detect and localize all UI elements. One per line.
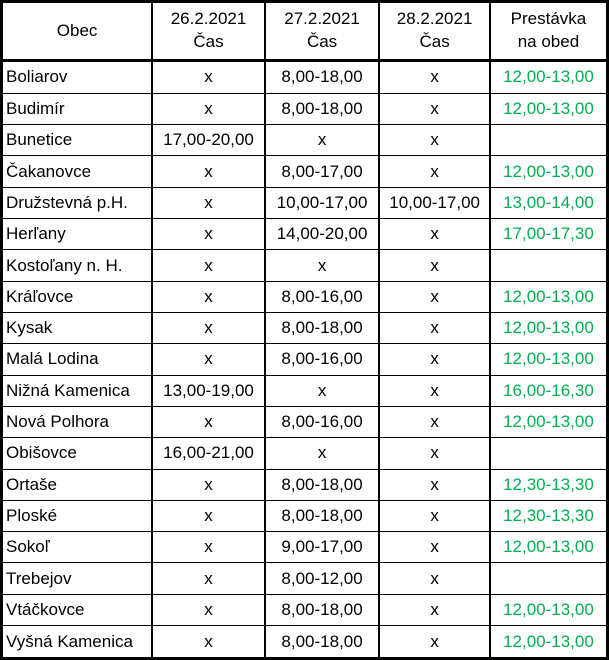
table-row	[2, 500, 608, 531]
time-27-cell: 10,00-17,00	[265, 187, 380, 218]
time-28-cell: x	[379, 250, 490, 281]
time-26-cell: x	[152, 500, 265, 531]
time-26-cell: x	[152, 594, 265, 625]
lunch-break-cell: 13,00-14,00	[490, 187, 608, 218]
time-27-cell: 8,00-18,00	[265, 312, 380, 343]
lunch-break-cell	[490, 563, 608, 594]
time-26-cell: 17,00-20,00	[152, 125, 265, 156]
municipality-name-cell: Sokoľ	[2, 532, 153, 563]
time-26-cell: x	[152, 469, 265, 500]
column-header-lunch-break	[490, 2, 608, 61]
time-27-cell: 8,00-12,00	[265, 563, 380, 594]
time-26-cell: x	[152, 406, 265, 437]
municipality-name-cell: Družstevná p.H.	[2, 187, 153, 218]
time-27-cell: 14,00-20,00	[265, 219, 380, 250]
table-row	[2, 219, 608, 250]
time-26-cell: x	[152, 344, 265, 375]
time-28-cell: x	[379, 219, 490, 250]
time-28-cell: 10,00-17,00	[379, 187, 490, 218]
lunch-break-cell: 12,00-13,00	[490, 156, 608, 187]
lunch-break-cell: 12,00-13,00	[490, 281, 608, 312]
time-28-cell: x	[379, 563, 490, 594]
municipality-name-cell: Budimír	[2, 93, 153, 124]
time-28-cell: x	[379, 125, 490, 156]
time-26-cell: 13,00-19,00	[152, 375, 265, 406]
lunch-break-cell: 12,00-13,00	[490, 594, 608, 625]
municipality-name-cell: Kráľovce	[2, 281, 153, 312]
table-row	[2, 594, 608, 625]
time-26-cell: x	[152, 250, 265, 281]
table-row	[2, 375, 608, 406]
municipality-name-cell: Malá Lodina	[2, 344, 153, 375]
time-26-cell: x	[152, 626, 265, 659]
column-header-date-26-cas: Čas	[193, 32, 224, 51]
time-27-cell: 8,00-18,00	[265, 626, 380, 659]
lunch-break-cell: 12,30-13,30	[490, 469, 608, 500]
table-body	[2, 61, 608, 659]
table-row	[2, 312, 608, 343]
lunch-break-cell: 12,30-13,30	[490, 500, 608, 531]
table-row	[2, 469, 608, 500]
lunch-break-cell	[490, 438, 608, 469]
time-26-cell: x	[152, 156, 265, 187]
lunch-break-cell: 12,00-13,00	[490, 312, 608, 343]
time-28-cell: x	[379, 438, 490, 469]
municipality-name-cell: Obišovce	[2, 438, 153, 469]
lunch-break-cell	[490, 125, 608, 156]
municipality-name-cell: Boliarov	[2, 61, 153, 94]
time-28-cell: x	[379, 626, 490, 659]
column-header-date-28-date: 28.2.2021	[396, 9, 473, 29]
municipality-name-cell: Kysak	[2, 312, 153, 343]
table-row	[2, 187, 608, 218]
time-27-cell: 8,00-18,00	[265, 500, 380, 531]
column-header-date-28-cas: Čas	[419, 32, 450, 51]
time-27-cell: 8,00-18,00	[265, 61, 380, 94]
time-27-cell: 9,00-17,00	[265, 532, 380, 563]
column-header-lunch-line2: na obed	[517, 32, 580, 51]
municipality-name-cell: Vyšná Kamenica	[2, 626, 153, 659]
table-row	[2, 563, 608, 594]
time-28-cell: x	[379, 469, 490, 500]
column-header-date-27-cas: Čas	[306, 32, 338, 51]
lunch-break-cell: 16,00-16,30	[490, 375, 608, 406]
time-26-cell: x	[152, 312, 265, 343]
time-28-cell: x	[379, 344, 490, 375]
lunch-break-cell: 12,00-13,00	[490, 532, 608, 563]
column-header-date-26-date: 26.2.2021	[170, 9, 247, 29]
municipality-name-cell: Trebejov	[2, 563, 153, 594]
column-header-date-26	[152, 2, 265, 61]
time-27-cell: x	[265, 250, 380, 281]
time-28-cell: x	[379, 500, 490, 531]
time-26-cell: x	[152, 532, 265, 563]
time-28-cell: x	[379, 93, 490, 124]
time-27-cell: 8,00-16,00	[265, 344, 380, 375]
time-26-cell: 16,00-21,00	[152, 438, 265, 469]
column-header-lunch-line1: Prestávka	[510, 9, 587, 29]
lunch-break-cell: 17,00-17,30	[490, 219, 608, 250]
time-27-cell: 8,00-18,00	[265, 594, 380, 625]
time-28-cell: x	[379, 312, 490, 343]
time-28-cell: x	[379, 375, 490, 406]
table-row	[2, 281, 608, 312]
time-28-cell: x	[379, 61, 490, 94]
table-row	[2, 93, 608, 124]
lunch-break-cell: 12,00-13,00	[490, 406, 608, 437]
time-26-cell: x	[152, 219, 265, 250]
municipality-name-cell: Ortaše	[2, 469, 153, 500]
table-row	[2, 125, 608, 156]
table-row	[2, 406, 608, 437]
time-26-cell: x	[152, 187, 265, 218]
time-28-cell: x	[379, 594, 490, 625]
time-27-cell: x	[265, 125, 380, 156]
lunch-break-cell: 12,00-13,00	[490, 61, 608, 94]
time-27-cell: 8,00-18,00	[265, 469, 380, 500]
table-row	[2, 626, 608, 659]
column-header-date-28	[379, 2, 490, 61]
time-27-cell: 8,00-17,00	[265, 156, 380, 187]
table-row	[2, 438, 608, 469]
column-header-obec	[2, 2, 153, 61]
table-row	[2, 61, 608, 94]
header-row	[2, 2, 608, 61]
table-row	[2, 532, 608, 563]
time-27-cell: x	[265, 375, 380, 406]
column-header-obec-label: Obec	[56, 20, 98, 40]
municipality-name-cell: Nová Polhora	[2, 406, 153, 437]
time-28-cell: x	[379, 156, 490, 187]
table-row	[2, 250, 608, 281]
table-row	[2, 156, 608, 187]
lunch-break-cell: 12,00-13,00	[490, 626, 608, 659]
time-28-cell: x	[379, 281, 490, 312]
time-28-cell: x	[379, 406, 490, 437]
lunch-break-cell: 12,00-13,00	[490, 344, 608, 375]
municipality-name-cell: Bunetice	[2, 125, 153, 156]
time-27-cell: x	[265, 438, 380, 469]
column-header-date-27	[265, 2, 380, 61]
time-26-cell: x	[152, 281, 265, 312]
time-26-cell: x	[152, 93, 265, 124]
lunch-break-cell	[490, 250, 608, 281]
time-28-cell: x	[379, 532, 490, 563]
municipality-name-cell: Nižná Kamenica	[2, 375, 153, 406]
municipality-name-cell: Vtáčkovce	[2, 594, 153, 625]
municipality-name-cell: Čakanovce	[2, 156, 153, 187]
municipality-name-cell: Ploské	[2, 500, 153, 531]
column-header-date-27-date: 27.2.2021	[284, 9, 360, 29]
municipality-name-cell: Herľany	[2, 219, 153, 250]
time-27-cell: 8,00-16,00	[265, 281, 380, 312]
municipality-name-cell: Kostoľany n. H.	[2, 250, 153, 281]
lunch-break-cell: 12,00-13,00	[490, 93, 608, 124]
time-27-cell: 8,00-16,00	[265, 406, 380, 437]
time-26-cell: x	[152, 61, 265, 94]
time-26-cell: x	[152, 563, 265, 594]
time-27-cell: 8,00-18,00	[265, 93, 380, 124]
table-header	[2, 2, 608, 61]
table-row	[2, 344, 608, 375]
